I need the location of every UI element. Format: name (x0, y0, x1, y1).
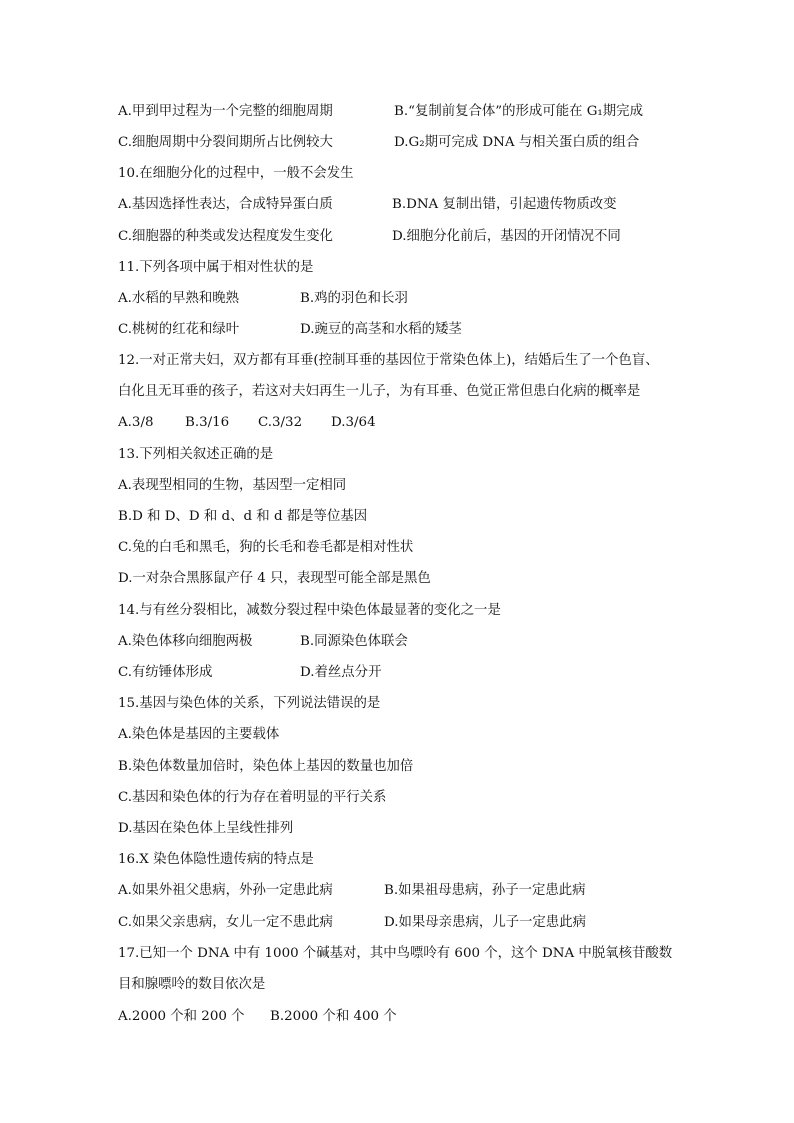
q12-stem-line2: 白化且无耳垂的孩子，若这对夫妇再生一儿子，为有耳垂、色觉正常但患白化病的概率是 (118, 384, 641, 399)
q9-option-d: D.G₂期可完成 DNA 与相关蛋白质的组合 (394, 135, 640, 150)
q9-option-a: A.甲到甲过程为一个完整的细胞周期 (118, 104, 333, 119)
q13-option-d: D.一对杂合黑豚鼠产仔 4 只，表现型可能全部是黑色 (118, 571, 431, 586)
q11-option-a: A.水稻的早熟和晚熟 (118, 291, 240, 306)
q10-option-c: C.细胞器的种类或发达程度发生变化 (118, 229, 333, 244)
q13-stem: 13.下列相关叙述正确的是 (118, 447, 274, 462)
q11-row-ab (118, 290, 758, 308)
q16-option-b: B.如果祖母患病，孙子一定患此病 (384, 883, 586, 898)
q12-option-a: A.3/8 (118, 415, 154, 430)
q11-option-c: C.桃树的红花和绿叶 (118, 322, 240, 337)
q17-stem-line2: 目和腺嘌呤的数目依次是 (118, 977, 266, 992)
q11-stem: 11.下列各项中属于相对性状的是 (118, 260, 314, 275)
q16-option-a: A.如果外祖父患病，外孙一定患此病 (118, 883, 333, 898)
q9-row-cd (118, 134, 758, 152)
q13-option-b: B.D 和 D、D 和 d、d 和 d 都是等位基因 (118, 509, 368, 524)
q12-option-b: B.3/16 (185, 415, 230, 430)
q9-option-b: B.“复制前复合体”的形成可能在 G₁期完成 (394, 104, 643, 119)
q15-stem: 15.基因与染色体的关系，下列说法错误的是 (118, 696, 381, 711)
q17-option-b: B.2000 个和 400 个 (270, 1009, 397, 1024)
q13-option-c: C.兔的白毛和黑毛，狗的长毛和卷毛都是相对性状 (118, 540, 414, 555)
q15-option-b: B.染色体数量加倍时，染色体上基因的数量也加倍 (118, 759, 414, 774)
q10-stem: 10.在细胞分化的过程中，一般不会发生 (118, 166, 354, 181)
q15-option-d: D.基因在染色体上呈线性排列 (118, 821, 294, 836)
q14-option-a: A.染色体移向细胞两极 (118, 634, 253, 649)
q14-option-c: C.有纺锤体形成 (118, 665, 213, 680)
q10-option-a: A.基因选择性表达，合成特异蛋白质 (118, 197, 333, 212)
q16-option-d: D.如果母亲患病，儿子一定患此病 (384, 915, 586, 930)
q12-option-c: C.3/32 (258, 415, 303, 430)
q12-stem-line1: 12.一对正常夫妇，双方都有耳垂(控制耳垂的基因位于常染色体上)，结婚后生了一个色盲、 (118, 353, 659, 368)
q11-row-cd (118, 321, 758, 339)
q14-row-cd (118, 664, 758, 682)
q9-option-c: C.细胞周期中分裂间期所占比例较大 (118, 135, 333, 150)
q14-stem: 14.与有丝分裂相比，减数分裂过程中染色体最显著的变化之一是 (118, 603, 501, 618)
q10-row-ab (118, 196, 758, 214)
q14-option-b: B.同源染色体联会 (300, 634, 408, 649)
q12-option-d: D.3/64 (331, 415, 376, 430)
q16-row-cd (118, 914, 758, 932)
q16-option-c: C.如果父亲患病，女儿一定不患此病 (118, 915, 333, 930)
q12-options (118, 414, 718, 432)
q10-option-d: D.细胞分化前后，基因的开闭情况不同 (392, 229, 621, 244)
q13-option-a: A.表现型相同的生物，基因型一定相同 (118, 478, 347, 493)
q17-option-a: A.2000 个和 200 个 (118, 1009, 245, 1024)
q11-option-d: D.豌豆的高茎和水稻的矮茎 (300, 322, 462, 337)
q11-option-b: B.鸡的羽色和长羽 (300, 291, 408, 306)
q15-option-a: A.染色体是基因的主要载体 (118, 727, 280, 742)
q10-row-cd (118, 228, 758, 246)
q16-stem: 16.X 染色体隐性遗传病的特点是 (118, 852, 314, 867)
q17-row-ab (118, 1008, 758, 1026)
q14-row-ab (118, 633, 758, 651)
q14-option-d: D.着丝点分开 (300, 665, 382, 680)
q10-option-b: B.DNA 复制出错，引起遗传物质改变 (392, 197, 617, 212)
q15-option-c: C.基因和染色体的行为存在着明显的平行关系 (118, 790, 387, 805)
q9-row-ab (118, 103, 758, 121)
q17-stem-line1: 17.已知一个 DNA 中有 1000 个碱基对，其中鸟嘌呤有 600 个，这个 DNA 中脱氧核苷酸数 (118, 946, 673, 961)
q16-row-ab (118, 882, 758, 900)
